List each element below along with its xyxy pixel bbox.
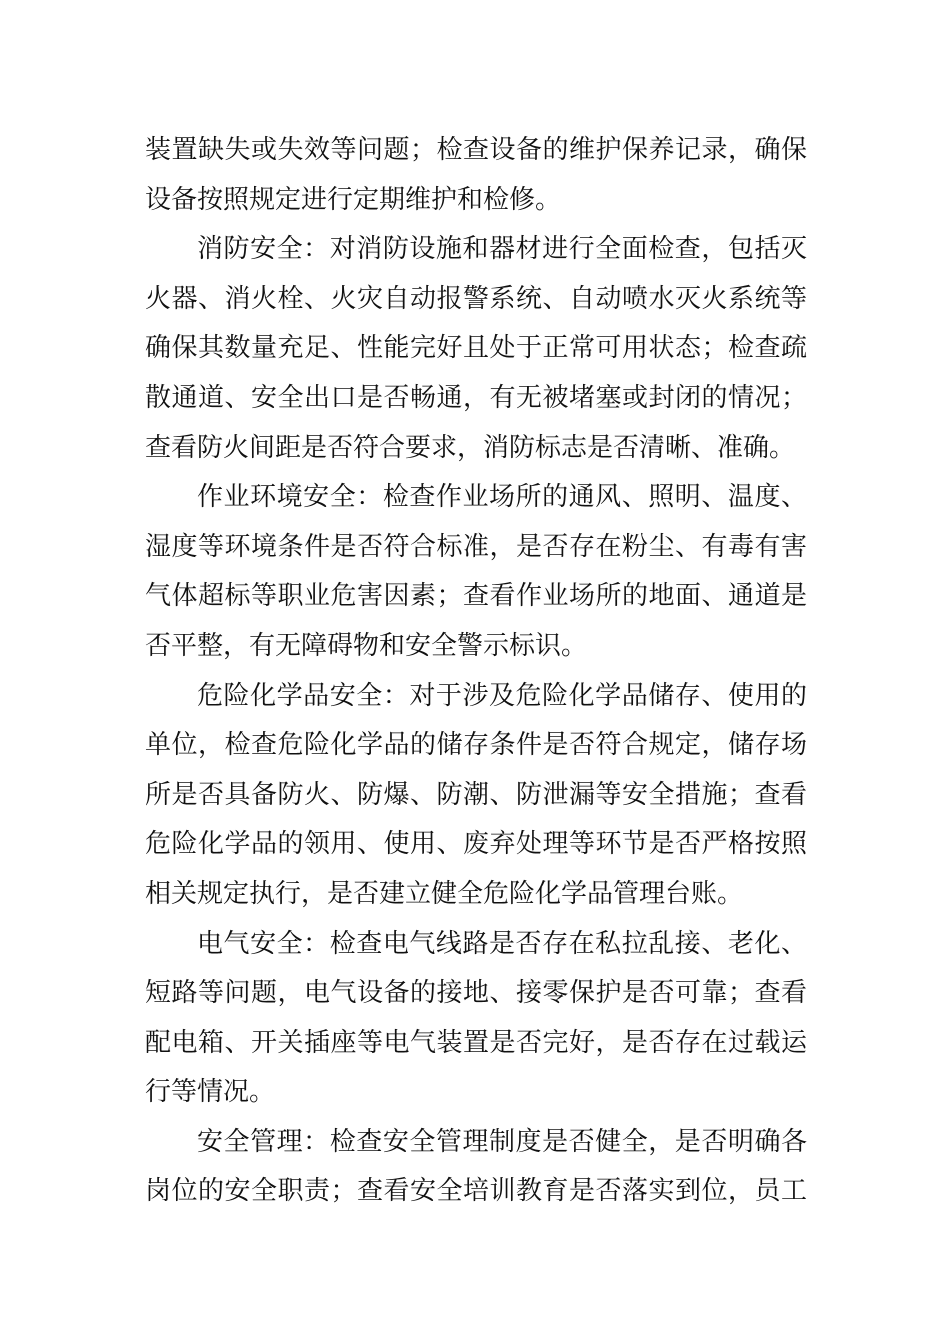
text-line: 单位，检查危险化学品的储存条件是否符合规定，储存场 xyxy=(145,730,807,761)
text-line: 设备按照规定进行定期维护和检修。 xyxy=(145,184,562,215)
text-line: 装置缺失或失效等问题；检查设备的维护保养记录，确保 xyxy=(145,135,807,165)
text-line: 否平整，有无障碍物和安全警示标识。 xyxy=(145,630,588,661)
text-line: 气体超标等职业危害因素；查看作业场所的地面、通道是 xyxy=(145,581,807,612)
text-line: 火器、消火栓、火灾自动报警系统、自动喷水灭火系统等 xyxy=(145,283,807,314)
text-line: 确保其数量充足、性能完好且处于正常可用状态；检查疏 xyxy=(145,333,807,364)
body-text xyxy=(145,126,807,1217)
text-line: 湿度等环境条件是否符合标准，是否存在粉尘、有毒有害 xyxy=(145,531,807,562)
text-line: 岗位的安全职责；查看安全培训教育是否落实到位，员工 xyxy=(145,1176,807,1207)
paragraph-first-line: 消防安全：对消防设施和器材进行全面检查，包括灭 xyxy=(197,234,807,265)
text-line: 短路等问题，电气设备的接地、接零保护是否可靠；查看 xyxy=(145,978,807,1009)
paragraph-first-line: 作业环境安全：检查作业场所的通风、照明、温度、 xyxy=(197,482,807,513)
paragraph-first-line: 危险化学品安全：对于涉及危险化学品储存、使用的 xyxy=(197,680,807,711)
text-line: 行等情况。 xyxy=(145,1077,276,1108)
text-line: 配电箱、开关插座等电气装置是否完好，是否存在过载运 xyxy=(145,1027,807,1058)
text-line: 查看防火间距是否符合要求，消防标志是否清晰、准确。 xyxy=(145,432,796,463)
paragraph-first-line: 安全管理：检查安全管理制度是否健全，是否明确各 xyxy=(197,1126,807,1157)
text-line: 相关规定执行，是否建立健全危险化学品管理台账。 xyxy=(145,878,744,909)
text-line: 危险化学品的领用、使用、废弃处理等环节是否严格按照 xyxy=(145,829,807,860)
paragraph-first-line: 电气安全：检查电气线路是否存在私拉乱接、老化、 xyxy=(197,928,807,959)
text-line: 所是否具备防火、防爆、防潮、防泄漏等安全措施；查看 xyxy=(145,779,807,810)
text-line: 散通道、安全出口是否畅通，有无被堵塞或封闭的情况； xyxy=(145,382,807,413)
